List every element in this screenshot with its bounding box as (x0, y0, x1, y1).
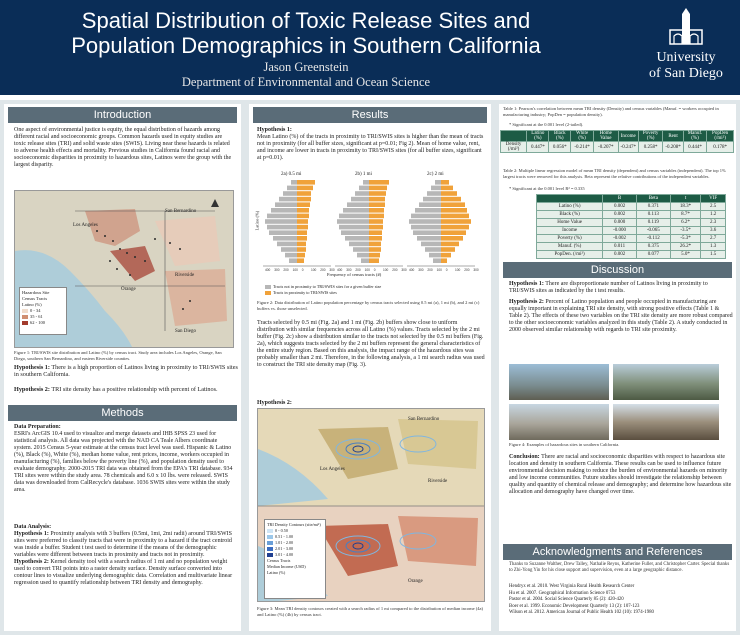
map1-legend-latino: Latino (%) (22, 302, 42, 307)
pyramid-bar-not-in-proximity (337, 219, 369, 224)
pyramid-bar-in-proximity (369, 202, 385, 207)
table2-cell: 1.2 (701, 211, 726, 219)
pyramid-svg (257, 170, 485, 282)
pyramid-tick-label: 100 (383, 268, 389, 272)
pyramid-tick-label: 400 (265, 268, 271, 272)
discussion-hypothesis2: Hypothesis 2: Percent of Latino population and people occupied in manufacturing are equally important in explaining TRI site density, with strong positive effects (Table 1 & Table 2). The effects of these two variables on the TRI site density are more robust compared to the other socioeconomic variables analyzed in this study (Table 2). A study conducted in 2000 observed similar relationship with regards to TRI site proximity. (509, 299, 733, 333)
pyramid-tick-label: 300 (418, 268, 424, 272)
table2-cell: 0.011 (603, 243, 637, 251)
table2-cell: -5.3* (670, 235, 701, 243)
table1-header-cell: Black (%) (549, 131, 571, 142)
pyramid-bar-not-in-proximity (427, 191, 441, 196)
acknowledgments-thanks: Thanks to Suzanne Walther, Drew Talley, Nathalie Reyns, Katherine Fuller, and Christopher Carter. Special thanks to Zhi-Yong Yin for his close support and supervision, even at a large geographic distance. (509, 562, 730, 573)
table2-cell: -0.002 (603, 235, 637, 243)
table2-header-row (537, 195, 726, 203)
introduction-heading: Introduction (8, 107, 237, 123)
pyramid-bar-not-in-proximity (357, 253, 369, 258)
chart-xlabel: Frequency of census tracts (#) (327, 272, 382, 277)
table2-header-cell: VIF (701, 195, 726, 203)
pyramid-tick-label: 300 (274, 268, 280, 272)
pyramid-tick-label: 200 (355, 268, 361, 272)
pyramid-bar-in-proximity (441, 242, 459, 247)
pyramid-tick-label: 100 (364, 268, 370, 272)
pyramid-bar-in-proximity (441, 208, 467, 213)
pyramid-bar-not-in-proximity (359, 186, 369, 191)
photo-3 (509, 404, 609, 440)
author-name: Jason Greenstein (263, 60, 349, 74)
table2-caption: Table 2: Multiple linear regression model of mean TRI density (dependent) and census variables (independent). The top 1% largest tracts were removed for this analysis. Beta represent the relative contributions of the independent variables. (503, 168, 726, 179)
table2-row (537, 227, 726, 235)
photo-4 (613, 404, 719, 440)
pyramid-bar-not-in-proximity (411, 225, 441, 230)
pyramid-bar-not-in-proximity (423, 197, 441, 202)
table2-cell: 0.002 (603, 211, 637, 219)
table2-cell: 5.0* (670, 251, 701, 259)
pyramid-bar-not-in-proximity (281, 247, 297, 252)
pyramid-bar-in-proximity (297, 225, 308, 230)
map1-label-la: Los Angeles (73, 223, 98, 228)
pyramid-bar-in-proximity (297, 253, 305, 258)
pyramid-bar-not-in-proximity (413, 230, 441, 235)
pyramid-bar-not-in-proximity (409, 219, 441, 224)
map3-legend-c5: 3.01 - 4.00 (267, 552, 323, 558)
pyramid-bar-not-in-proximity (415, 208, 441, 213)
chart-ylabel: Latino (%) (254, 210, 260, 231)
figure2-legend-orange: Tracts in proximity to TRI/SWIS sites (265, 290, 475, 296)
pyramid-bar-not-in-proximity (349, 242, 369, 247)
table2-cell: -0.065 (636, 227, 670, 235)
table2 (536, 194, 726, 259)
table2-header-cell (537, 195, 603, 203)
pyramid-bar-in-proximity (369, 191, 386, 196)
discussion-heading: Discussion (503, 262, 732, 278)
pyramid-tick-label: 200 (392, 268, 398, 272)
map3-legend-latino: Latino (%) (267, 570, 286, 575)
pyramid-bar-in-proximity (369, 186, 387, 191)
table2-cell: 2.5 (701, 203, 726, 211)
table2-cell: 0.000 (603, 219, 637, 227)
reference-item: Boer et al. 1999. Economic Development Quarterly 13 (2): 107-123 (509, 603, 640, 609)
pyramid-bar-in-proximity (297, 186, 313, 191)
table2-header-cell: t (670, 195, 701, 203)
pyramid-tick-label: 0 (373, 268, 376, 272)
map3-label-orange: Orange (408, 579, 423, 584)
figure1-map (14, 190, 234, 348)
map3-label-la: Los Angeles (320, 467, 345, 472)
pyramid-bar-in-proximity (441, 258, 447, 263)
pyramid-bar-in-proximity (441, 236, 463, 241)
figure1-caption: Figure 1: TRI/SWIS site distribution and Latino (%) by census tract. Study area includes Los Angeles, Orange, San Diego, southern San Bernardino, and eastern Riverside counties. (14, 350, 222, 361)
pyramid-bar-in-proximity (297, 258, 304, 263)
pyramid-bar-not-in-proximity (431, 186, 441, 191)
results-paragraph2: Tracts selected by 0.5 mi (Fig. 2a) and 1 mi (Fig. 2b) buffers show close to uniform distribution with similar frequencies across all Latino (%) values. Tracts selected by the 2 mi buffer (Fig. 2c) show a distribution similar to the tracts not selected by the 0.5 mi buffers (Fig. 2a), which suggests tracts selected by the 2 mi buffers represent the general characteristics of the entire study region. Based on this analysis, the impact range of the hazardous sites was probably smaller than 2 mi. Therefore, in the following analysis, a 1 mi search radius was used to construct the TRI site density map (Fig. 3). (257, 320, 485, 368)
left-hypothesis2: Hypothesis 2: TRI site density has a positive relationship with percent of Latinos. (14, 386, 218, 393)
pyramid-bar-in-proximity (441, 225, 469, 230)
pyramid-bar-in-proximity (297, 242, 306, 247)
results-heading: Results (253, 107, 487, 123)
pyramid-bar-not-in-proximity (421, 242, 441, 247)
reference-item: Pastor et al. 2004. Social Science Quarterly 85 (2): 420-420 (509, 597, 624, 602)
pyramid-bar-in-proximity (297, 236, 307, 241)
references-list (509, 584, 733, 617)
pyramid-bar-not-in-proximity (287, 186, 297, 191)
methods-analysis: Data Analysis: Hypothesis 1: Proximity analysis with 3 buffers (0.5mi, 1mi, 2mi radii) around TRI/SWIS sites were preferred to classify tracts that were in proximity to a hazard if the tract centroid was inside a buffer. Student t test used to determine if the means of the demographic variables were different between tracts in proximity and tracts not in proximity. Hypothesis 2: Kernel density tool with a search radius of 1 mi and no population weight used to convert TRI points into a raster density surface. Density surface converted into contour lines to visualize underlying demographic data. Correlation and multivariate linear regression used to quantify relationship between TRI density and demography. (14, 524, 233, 586)
pyramid-bar-not-in-proximity (339, 225, 369, 230)
pyramid-bar-in-proximity (441, 180, 449, 185)
pyramid-bar-in-proximity (297, 219, 308, 224)
table1-header-row (501, 131, 734, 142)
table1-cell: 0.258* (638, 142, 662, 153)
table1-caption: Table 1: Pearson's correlation between mean TRI density (Density) and census variables (Manuf. = workers occupied in manufacturing industry; PopDen = population density). (503, 106, 719, 117)
figure4-caption: Figure 4: Examples of hazardous sites in southern California. (509, 442, 620, 447)
poster-title-line2: Population Demographics in Southern California (71, 33, 541, 58)
pyramid-bar-in-proximity (369, 242, 381, 247)
logo-line2: of San Diego (649, 66, 723, 81)
pyramid-bar-in-proximity (441, 191, 457, 196)
table2-cell: 2.3 (701, 219, 726, 227)
table2-cell: -0.000 (603, 227, 637, 235)
pyramid-bar-not-in-proximity (267, 225, 297, 230)
map1-label-sd: San Diego (175, 329, 196, 334)
pyramid-tick-label: 200 (464, 268, 470, 272)
map3-label-sb: San Bernardino (408, 417, 440, 422)
table2-cell: 0.371 (636, 203, 670, 211)
pyramid-bar-in-proximity (297, 214, 309, 219)
table1-header-cell (501, 131, 527, 142)
table2-cell: 0.375 (636, 243, 670, 251)
pyramid-bar-in-proximity (369, 247, 381, 252)
pyramid-bar-not-in-proximity (425, 247, 441, 252)
pyramid-bar-in-proximity (441, 230, 466, 235)
pyramid-tick-label: 100 (292, 268, 298, 272)
table2-cell: 6.2* (670, 219, 701, 227)
pyramid-tick-label: 300 (346, 268, 352, 272)
table2-cell: 0.002 (603, 203, 637, 211)
pyramid-bar-not-in-proximity (285, 253, 297, 258)
pyramid-bar-in-proximity (369, 253, 380, 258)
map3-legend-c2: 0.51 - 1.00 (267, 534, 323, 540)
table1-cell: -0.247* (618, 142, 638, 153)
pyramid-tick-label: 0 (445, 268, 448, 272)
pyramid-bar-not-in-proximity (435, 180, 441, 185)
reference-item: Hu et al. 2007. Geographical Information Science 0753 (509, 590, 616, 596)
map1-label-sb: San Bernardino (165, 209, 197, 214)
table1-cell: -0.208* (663, 142, 683, 153)
tower-icon (640, 8, 732, 48)
pyramid-bar-not-in-proximity (351, 197, 369, 202)
pyramid-tick-label: 200 (283, 268, 289, 272)
pyramid-bar-not-in-proximity (353, 247, 369, 252)
figure2-legend (265, 284, 475, 296)
table1-cell: -0.207* (594, 142, 619, 153)
pyramid-bar-in-proximity (297, 247, 306, 252)
table1-note: * Significant at the 0.001 level (2-tailed). (509, 122, 584, 127)
table2-cell: 26.2* (670, 243, 701, 251)
table2-row (537, 235, 726, 243)
pyramid-bar-not-in-proximity (277, 242, 297, 247)
table2-cell: 8.7* (670, 211, 701, 219)
map3-legend-title: TRI Density Contours (site/mi²) (267, 522, 321, 527)
left-hypothesis1: Hypothesis 1: There is a high proportion of Latinos living in proximity to TRI/SWIS sites in southern California. (14, 364, 238, 378)
pyramid-bar-not-in-proximity (283, 191, 297, 196)
acknowledgments-heading: Acknowledgments and References (503, 544, 732, 560)
pyramid-tick-label: 100 (311, 268, 317, 272)
table1-header-cell: PopDen (/mi²) (707, 131, 734, 142)
pyramid-bar-in-proximity (441, 197, 461, 202)
table2-cell: Poverty (%) (537, 235, 603, 243)
table1-header-cell: Poverty (%) (638, 131, 662, 142)
poster-header (0, 0, 740, 95)
pyramid-bar-not-in-proximity (361, 258, 369, 263)
pyramid-bar-in-proximity (369, 236, 382, 241)
table2-cell: -3.5* (670, 227, 701, 235)
methods-preparation: Data Preparation: ESRI's ArcGIS 10.4 used to visualize and merge datasets and IHB SPSS 23 used for statistical analysis. All data was projected with the NAD CA Teale Albers coordinate system. 2015 Census 5-year estimate at the census tract level was used. Hispanic & Latino (%), Black (%), White (%), median home value, rent prices, income, workers occupied in manufacturing (%), families below the poverty line (%), and population density used to evaluate demography. 2000-2015 TRI data was obtained from the EPA's TRI database. 934 TRI sites were within the study area. 78 chemicals and 6.0 x 10 lbs. were released. SWIS data was downloaded from CalRecycle's database. 1036 SWIS sites were within the study area. (14, 424, 233, 493)
map3-legend (264, 519, 326, 599)
pyramid-bar-in-proximity (369, 214, 384, 219)
chart-title-a: 2a) 0.5 mi (281, 172, 302, 177)
results-hypothesis1: Hypothesis 1: Mean Latino (%) of the tracts in proximity to TRI/SWIS sites is higher than the mean of tracts not in proximity (for all buffer sizes, significant at p=0.01; Fig 2). Mean of home value, rent, and income are lower in tracts in proximity to TRI/SWIS sites (for all buffer sizes, significant at p=0.01). (257, 127, 484, 161)
map1-legend-tracts: Census Tracts (22, 296, 48, 301)
logo-line1: University (656, 50, 716, 65)
table2-row (537, 251, 726, 259)
map3-legend-c4: 2.01 - 3.00 (267, 546, 323, 552)
table2-note: * Significant at the 0.001 level R² = 0.335 (509, 186, 585, 191)
pyramid-tick-label: 300 (401, 268, 407, 272)
pyramid-tick-label: 400 (337, 268, 343, 272)
pyramid-bar-not-in-proximity (275, 202, 297, 207)
pyramid-bar-not-in-proximity (347, 202, 369, 207)
pyramid-bar-in-proximity (441, 253, 451, 258)
pyramid-bar-in-proximity (297, 197, 311, 202)
pyramid-bar-in-proximity (297, 208, 309, 213)
pyramid-bar-not-in-proximity (345, 236, 369, 241)
table2-cell: Manuf. (%) (537, 243, 603, 251)
pyramid-bar-in-proximity (441, 214, 469, 219)
chart-title-c: 2c) 2 mi (427, 172, 444, 177)
table2-cell: PopDen. (/mi²) (537, 251, 603, 259)
discussion-hypothesis1: Hypothesis 1: There are disproportionate number of Latinos living in proximity to TRI/SWIS sites as indicated by the t test results. (509, 281, 708, 294)
pyramid-bar-in-proximity (297, 191, 311, 196)
map1-legend-title: Hazardous Site (22, 290, 50, 295)
pyramid-bar-in-proximity (369, 230, 382, 235)
pyramid-bar-in-proximity (369, 219, 383, 224)
table2-cell: 0.113 (636, 211, 670, 219)
table2-cell: Latino (%) (537, 203, 603, 211)
pyramid-bar-in-proximity (297, 202, 310, 207)
pyramid-bar-in-proximity (369, 208, 384, 213)
table1-cell: -0.214* (571, 142, 594, 153)
table1-cell: 0.444* (683, 142, 706, 153)
figure2-legend-grey: Tracts not in proximity to TRI/SWIS sites for a given buffer size (265, 284, 475, 290)
pyramid-bar-not-in-proximity (289, 258, 297, 263)
conclusion: Conclusion: There are racial and socioeconomic disparities with respect to hazardous site location and density in southern California. These results can be used to influence future environmental decision making to reduce the burden of environmental hazards on minority and low income communities. Future studies should investigate the relationship between quality and quantity of chemical release and demography; and determine how hazardous site allocation and demography have changed over time. (509, 454, 732, 495)
pyramid-bar-in-proximity (297, 180, 315, 185)
pyramid-bar-not-in-proximity (363, 180, 369, 185)
table2-header-cell: Beta (636, 195, 670, 203)
map3-legend-c1: 0 - 0.50 (267, 528, 323, 534)
pyramid-tick-label: 0 (301, 268, 304, 272)
map1-legend (19, 287, 67, 335)
department-name: Department of Environmental and Ocean Science (181, 75, 431, 89)
map1-label-orange: Orange (121, 287, 136, 292)
pyramid-tick-label: 300 (473, 268, 479, 272)
pyramid-bar-in-proximity (441, 247, 455, 252)
map1-legend-class2: 35 - 61 (22, 314, 64, 320)
table2-row (537, 243, 726, 251)
table1 (500, 130, 734, 153)
figure4-photos (509, 364, 719, 440)
pyramid-tick-label: 200 (427, 268, 433, 272)
table2-cell: 2.7 (701, 235, 726, 243)
reference-item: Hendryx et al. 2010. West Virginia Rural Health Research Center (509, 584, 635, 589)
figure3-caption: Figure 3: Mean TRI density contours created with a search radius of 1 mi compared to the distribution of median income (4a) and Latino (%) (4b) by census tract. (257, 606, 483, 617)
pyramid-bar-not-in-proximity (265, 219, 297, 224)
table2-row (537, 219, 726, 227)
pyramid-bar-not-in-proximity (433, 258, 441, 263)
photo-2 (613, 364, 719, 400)
map3-legend-income: Median Income (USD) (267, 564, 306, 569)
table1-cell: 0.056* (549, 142, 571, 153)
figure3-map (257, 408, 485, 602)
pyramid-bar-not-in-proximity (419, 202, 441, 207)
table2-cell: -0.112 (636, 235, 670, 243)
table2-cell: Income (537, 227, 603, 235)
pyramid-bar-in-proximity (297, 230, 307, 235)
table2-cell: 3.6 (701, 227, 726, 235)
table2-cell: 0.077 (636, 251, 670, 259)
pyramid-bar-not-in-proximity (269, 230, 297, 235)
pyramid-bar-not-in-proximity (343, 208, 369, 213)
pyramid-bar-not-in-proximity (339, 214, 369, 219)
table1-header-cell: Latino (%) (527, 131, 549, 142)
table2-cell: Black (%) (537, 211, 603, 219)
pyramid-bar-not-in-proximity (429, 253, 441, 258)
pyramid-bar-in-proximity (369, 197, 385, 202)
pyramid-bar-not-in-proximity (271, 208, 297, 213)
pyramid-bar-not-in-proximity (279, 197, 297, 202)
table1-header-cell: Income (618, 131, 638, 142)
pyramid-tick-label: 100 (436, 268, 442, 272)
map1-legend-class1: 0 - 34 (22, 308, 64, 314)
table2-cell: 18.3* (670, 203, 701, 211)
introduction-text: One aspect of environmental justice is equity, the equal distribution of hazards among different racial and socioeconomic groups. Common hazards used in equity studies are toxic release sites (TRI) and solid waste sites (SWIS). Living near these hazards is related to adverse health effects and mortality. Previous studies in California found racial and socioeconomic disparities in proximity to hazardous sites, Latinos were the group with the largest disparity. (14, 127, 232, 168)
pyramid-tick-label: 400 (409, 268, 415, 272)
poster-title-line1: Spatial Distribution of Toxic Release Sites and (81, 8, 531, 33)
figure2-charts (254, 170, 485, 282)
pyramid-bar-in-proximity (369, 180, 389, 185)
table2-row (537, 211, 726, 219)
table1-cell: Density (/mi²) (501, 142, 527, 153)
table2-row (537, 203, 726, 211)
pyramid-tick-label: 300 (329, 268, 335, 272)
table2-cell: 1.3 (701, 243, 726, 251)
pyramid-bar-not-in-proximity (291, 180, 297, 185)
pyramid-bar-not-in-proximity (267, 214, 297, 219)
table1-cell: 0.447* (527, 142, 549, 153)
table1-cell: 0.178* (707, 142, 734, 153)
table1-header-cell: Rent (663, 131, 683, 142)
table1-row (501, 142, 734, 153)
table2-cell: 0.119 (636, 219, 670, 227)
table2-cell: 0.002 (603, 251, 637, 259)
university-logo (640, 8, 732, 88)
map1-legend-class3: 62 - 100 (22, 320, 64, 326)
methods-heading: Methods (8, 405, 237, 421)
figure2-caption: Figure 2: Data distribution of Latino population percentage by census tracts selected using 0.5 mi (a), 1 mi (b), and 2 mi (c) buffers vs. those unselected. (257, 300, 480, 311)
pyramid-bar-in-proximity (369, 225, 383, 230)
pyramid-bar-in-proximity (441, 219, 471, 224)
table2-header-cell: B (603, 195, 637, 203)
map3-legend-tracts: Census Tracts (267, 558, 291, 563)
pyramid-bar-not-in-proximity (411, 214, 441, 219)
pyramid-bar-not-in-proximity (273, 236, 297, 241)
map3-label-riverside: Riverside (428, 479, 448, 484)
pyramid-bar-not-in-proximity (341, 230, 369, 235)
pyramid-tick-label: 200 (320, 268, 326, 272)
table2-cell: 1.5 (701, 251, 726, 259)
reference-item: Wilson et al. 2012. American Journal of Public Health 102 (10): 1974-1980 (509, 610, 654, 615)
pyramid-tick-label: 100 (455, 268, 461, 272)
photo-1 (509, 364, 609, 400)
pyramid-bar-in-proximity (369, 258, 379, 263)
table1-header-cell: Manuf. (%) (683, 131, 706, 142)
pyramid-bar-not-in-proximity (355, 191, 369, 196)
results-hypothesis2-label: Hypothesis 2: (257, 400, 292, 406)
pyramid-bar-in-proximity (441, 186, 453, 191)
map3-legend-c3: 1.01 - 2.00 (267, 540, 323, 546)
map1-label-riverside: Riverside (175, 273, 195, 278)
table1-header-cell: Home Value (594, 131, 619, 142)
table2-cell: Home Value (537, 219, 603, 227)
pyramid-bar-not-in-proximity (417, 236, 441, 241)
chart-title-b: 2b) 1 mi (355, 172, 372, 177)
table1-header-cell: White (%) (571, 131, 594, 142)
pyramid-bar-in-proximity (441, 202, 465, 207)
